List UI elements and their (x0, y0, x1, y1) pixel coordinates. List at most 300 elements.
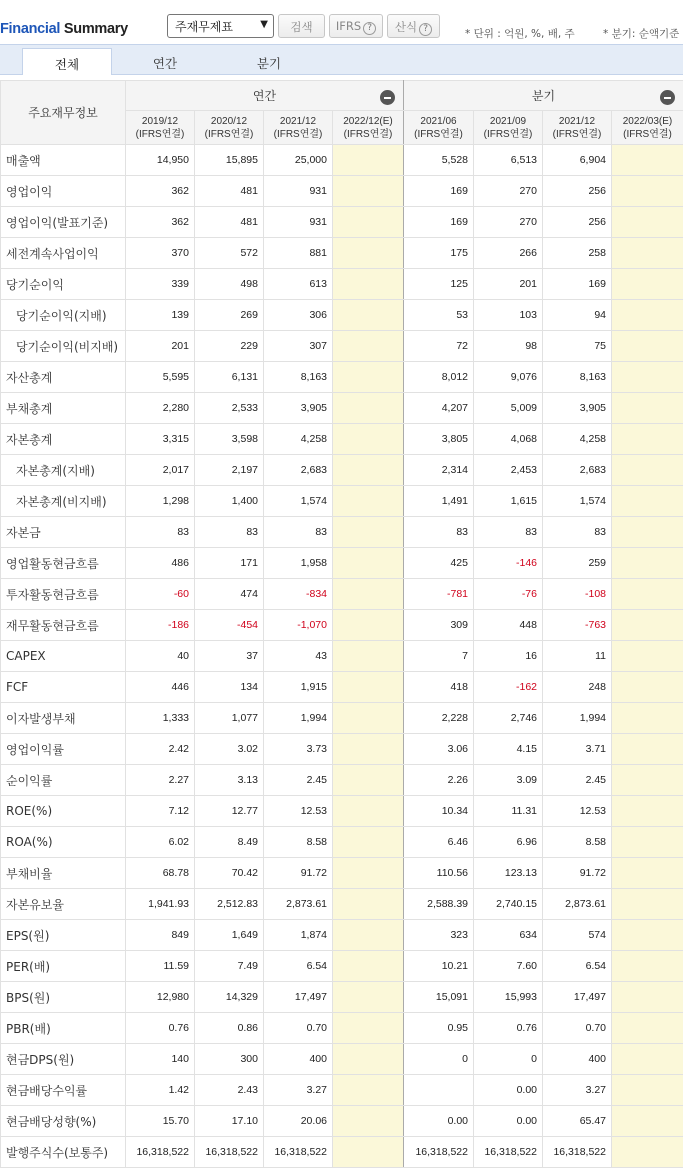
table-row (1, 827, 683, 858)
column-header-label: 주요재무정보 (1, 81, 126, 145)
value-cell (333, 1013, 404, 1044)
value-cell: 2,453 (474, 455, 543, 486)
value-cell (333, 1137, 404, 1168)
value-cell: 307 (264, 331, 333, 362)
value-cell (333, 796, 404, 827)
table-row (1, 393, 683, 424)
row-label: 당기순이익(비지배) (1, 331, 126, 362)
value-cell: 6,131 (195, 362, 264, 393)
value-cell: 68.78 (126, 858, 195, 889)
value-cell: 17,497 (543, 982, 612, 1013)
value-cell: 6,904 (543, 145, 612, 176)
value-cell: 8.58 (264, 827, 333, 858)
value-cell (612, 641, 683, 672)
value-cell: 17.10 (195, 1106, 264, 1137)
value-cell: 3,315 (126, 424, 195, 455)
row-label: 자본유보율 (1, 889, 126, 920)
value-cell: 481 (195, 176, 264, 207)
value-cell: 6.46 (404, 827, 474, 858)
value-cell: 4,258 (543, 424, 612, 455)
value-cell: 2,588.39 (404, 889, 474, 920)
value-cell: 0.70 (264, 1013, 333, 1044)
value-cell: -834 (264, 579, 333, 610)
table-row (1, 1044, 683, 1075)
tab-quarter[interactable]: 분기 (256, 56, 282, 71)
value-cell: -76 (474, 579, 543, 610)
value-cell: 1,491 (404, 486, 474, 517)
table-row (1, 889, 683, 920)
value-cell: 0.86 (195, 1013, 264, 1044)
value-cell: 229 (195, 331, 264, 362)
value-cell: 16 (474, 641, 543, 672)
value-cell: 9,076 (474, 362, 543, 393)
value-cell: 16,318,522 (404, 1137, 474, 1168)
value-cell: 94 (543, 300, 612, 331)
value-cell (333, 145, 404, 176)
value-cell: 3.02 (195, 734, 264, 765)
title-financial: Financial (0, 21, 61, 37)
value-cell: 12.77 (195, 796, 264, 827)
value-cell: 3,805 (404, 424, 474, 455)
question-icon: ? (419, 23, 432, 36)
value-cell: 574 (543, 920, 612, 951)
period-date: 2022/03(E) (622, 115, 673, 127)
table-row (1, 920, 683, 951)
value-cell: 169 (404, 207, 474, 238)
value-cell: 15.70 (126, 1106, 195, 1137)
table-row (1, 238, 683, 269)
period-date: 2022/12(E) (343, 115, 393, 127)
value-cell: 2,280 (126, 393, 195, 424)
value-cell: -454 (195, 610, 264, 641)
value-cell: 3.13 (195, 765, 264, 796)
row-label: 현금배당성향(%) (1, 1106, 126, 1137)
value-cell (333, 982, 404, 1013)
value-cell: 83 (474, 517, 543, 548)
row-label: 영업활동현금흐름 (1, 548, 126, 579)
value-cell: 11 (543, 641, 612, 672)
value-cell: 323 (404, 920, 474, 951)
value-cell: 2,197 (195, 455, 264, 486)
table-row (1, 331, 683, 362)
value-cell (612, 796, 683, 827)
value-cell (612, 1044, 683, 1075)
statement-type-select[interactable] (167, 14, 274, 38)
row-label: 영업이익률 (1, 734, 126, 765)
value-cell: 6.02 (126, 827, 195, 858)
period-date: 2021/09 (489, 115, 527, 127)
tab-all[interactable]: 전체 (22, 48, 112, 75)
tab-annual[interactable]: 연간 (152, 56, 178, 71)
value-cell: 2,017 (126, 455, 195, 486)
row-label: PER(배) (1, 951, 126, 982)
value-cell (612, 548, 683, 579)
value-cell: 1,333 (126, 703, 195, 734)
value-cell (333, 486, 404, 517)
value-cell: 931 (264, 207, 333, 238)
row-label: 현금DPS(원) (1, 1044, 126, 1075)
value-cell: 300 (195, 1044, 264, 1075)
value-cell: 0 (474, 1044, 543, 1075)
value-cell: 2,512.83 (195, 889, 264, 920)
period-basis: (IFRS연결) (552, 128, 602, 140)
row-label: 부채비율 (1, 858, 126, 889)
value-cell: 1,400 (195, 486, 264, 517)
value-cell: 2.45 (264, 765, 333, 796)
value-cell (612, 1075, 683, 1106)
value-cell: 16,318,522 (126, 1137, 195, 1168)
value-cell (612, 517, 683, 548)
value-cell: 103 (474, 300, 543, 331)
table-row (1, 207, 683, 238)
value-cell: 6.54 (264, 951, 333, 982)
value-cell: 8,163 (264, 362, 333, 393)
row-label: BPS(원) (1, 982, 126, 1013)
value-cell: 3,905 (543, 393, 612, 424)
value-cell: 83 (404, 517, 474, 548)
value-cell: 266 (474, 238, 543, 269)
value-cell: -108 (543, 579, 612, 610)
period-header (333, 111, 404, 145)
value-cell: 8.49 (195, 827, 264, 858)
value-cell: 2.26 (404, 765, 474, 796)
value-cell: 12,980 (126, 982, 195, 1013)
table-row (1, 455, 683, 486)
value-cell: 15,091 (404, 982, 474, 1013)
period-header (126, 111, 195, 145)
value-cell (612, 1013, 683, 1044)
value-cell (333, 734, 404, 765)
value-cell: 270 (474, 207, 543, 238)
table-row (1, 486, 683, 517)
row-label: ROE(%) (1, 796, 126, 827)
value-cell: 2,873.61 (264, 889, 333, 920)
table-row (1, 982, 683, 1013)
value-cell: 270 (474, 176, 543, 207)
value-cell: 0 (404, 1044, 474, 1075)
period-header (404, 111, 474, 145)
value-cell: 91.72 (543, 858, 612, 889)
row-label: 세전계속사업이익 (1, 238, 126, 269)
value-cell (333, 393, 404, 424)
value-cell: 2.43 (195, 1075, 264, 1106)
value-cell: 448 (474, 610, 543, 641)
value-cell: 2,314 (404, 455, 474, 486)
value-cell (333, 362, 404, 393)
value-cell: 881 (264, 238, 333, 269)
value-cell (333, 176, 404, 207)
value-cell: 2,228 (404, 703, 474, 734)
row-label: 매출액 (1, 145, 126, 176)
table-row (1, 1075, 683, 1106)
row-label: 자본총계 (1, 424, 126, 455)
table-row (1, 269, 683, 300)
row-label: CAPEX (1, 641, 126, 672)
value-cell: 4,207 (404, 393, 474, 424)
period-date: 2020/12 (210, 115, 248, 127)
row-label: FCF (1, 672, 126, 703)
value-cell: 16,318,522 (474, 1137, 543, 1168)
value-cell: 613 (264, 269, 333, 300)
unit-note: * 단위 : 억원, %, 배, 주 (465, 28, 575, 40)
table-row (1, 1013, 683, 1044)
value-cell: 3.71 (543, 734, 612, 765)
value-cell (333, 889, 404, 920)
value-cell (333, 610, 404, 641)
value-cell (612, 827, 683, 858)
value-cell: 8,163 (543, 362, 612, 393)
value-cell: 474 (195, 579, 264, 610)
value-cell: 72 (404, 331, 474, 362)
value-cell (612, 238, 683, 269)
value-cell: 8.58 (543, 827, 612, 858)
value-cell: 6.54 (543, 951, 612, 982)
value-cell (333, 827, 404, 858)
value-cell: 0.76 (474, 1013, 543, 1044)
row-label: 영업이익(발표기준) (1, 207, 126, 238)
value-cell (333, 579, 404, 610)
table-row (1, 145, 683, 176)
value-cell: 370 (126, 238, 195, 269)
value-cell: 5,595 (126, 362, 195, 393)
value-cell: 83 (126, 517, 195, 548)
value-cell: 3,598 (195, 424, 264, 455)
value-cell: 259 (543, 548, 612, 579)
value-cell: 201 (474, 269, 543, 300)
value-cell: 258 (543, 238, 612, 269)
value-cell (333, 455, 404, 486)
value-cell: 0.76 (126, 1013, 195, 1044)
value-cell: 1,574 (264, 486, 333, 517)
value-cell: 175 (404, 238, 474, 269)
value-cell: 339 (126, 269, 195, 300)
value-cell (333, 517, 404, 548)
value-cell: 0.00 (404, 1106, 474, 1137)
value-cell (612, 889, 683, 920)
value-cell: 123.13 (474, 858, 543, 889)
row-label: 영업이익 (1, 176, 126, 207)
period-header (474, 111, 543, 145)
value-cell: -60 (126, 579, 195, 610)
value-cell: 40 (126, 641, 195, 672)
row-label: PBR(배) (1, 1013, 126, 1044)
value-cell: 400 (264, 1044, 333, 1075)
value-cell (612, 734, 683, 765)
value-cell (612, 703, 683, 734)
value-cell: 169 (543, 269, 612, 300)
value-cell: 11.59 (126, 951, 195, 982)
value-cell (333, 1044, 404, 1075)
value-cell: 446 (126, 672, 195, 703)
value-cell: 2.42 (126, 734, 195, 765)
value-cell (333, 951, 404, 982)
period-header (612, 111, 683, 145)
value-cell: 169 (404, 176, 474, 207)
value-cell: 248 (543, 672, 612, 703)
value-cell: 572 (195, 238, 264, 269)
table-row (1, 796, 683, 827)
table-row (1, 424, 683, 455)
period-basis: (IFRS연결) (414, 128, 463, 140)
collapse-annual-icon[interactable] (380, 90, 395, 105)
value-cell: 3,905 (264, 393, 333, 424)
value-cell (612, 455, 683, 486)
value-cell: 849 (126, 920, 195, 951)
value-cell: 91.72 (264, 858, 333, 889)
value-cell (612, 362, 683, 393)
value-cell (612, 610, 683, 641)
value-cell (612, 176, 683, 207)
value-cell: 3.27 (543, 1075, 612, 1106)
table-row (1, 1137, 683, 1168)
period-basis: (IFRS연결) (623, 128, 672, 140)
value-cell (333, 548, 404, 579)
value-cell: 481 (195, 207, 264, 238)
period-date: 2021/06 (420, 115, 457, 127)
value-cell (612, 579, 683, 610)
value-cell: 2,683 (543, 455, 612, 486)
value-cell: 8,012 (404, 362, 474, 393)
value-cell: 309 (404, 610, 474, 641)
value-cell: 634 (474, 920, 543, 951)
value-cell: 362 (126, 207, 195, 238)
value-cell (333, 269, 404, 300)
value-cell: 1,915 (264, 672, 333, 703)
row-label: 재무활동현금흐름 (1, 610, 126, 641)
value-cell (612, 1106, 683, 1137)
value-cell (333, 672, 404, 703)
value-cell (612, 1137, 683, 1168)
value-cell: 201 (126, 331, 195, 362)
value-cell: 486 (126, 548, 195, 579)
value-cell: 20.06 (264, 1106, 333, 1137)
value-cell: 14,950 (126, 145, 195, 176)
row-label: ROA(%) (1, 827, 126, 858)
value-cell: 269 (195, 300, 264, 331)
question-icon: ? (363, 22, 376, 35)
value-cell: 7 (404, 641, 474, 672)
value-cell: 5,009 (474, 393, 543, 424)
value-cell: 7.12 (126, 796, 195, 827)
value-cell: 17,497 (264, 982, 333, 1013)
table-row (1, 703, 683, 734)
value-cell (333, 331, 404, 362)
row-label: 자본금 (1, 517, 126, 548)
financial-summary-table (0, 80, 683, 1168)
value-cell: 53 (404, 300, 474, 331)
value-cell: 110.56 (404, 858, 474, 889)
value-cell: 2.27 (126, 765, 195, 796)
value-cell: 1,958 (264, 548, 333, 579)
value-cell: 37 (195, 641, 264, 672)
period-header (264, 111, 333, 145)
formula-button-label: 산식 (394, 20, 418, 34)
quarter-group-header (404, 81, 683, 111)
row-label: 자본총계(비지배) (1, 486, 126, 517)
value-cell (333, 207, 404, 238)
value-cell: 1,298 (126, 486, 195, 517)
value-cell: -162 (474, 672, 543, 703)
row-label: 자본총계(지배) (1, 455, 126, 486)
value-cell: 75 (543, 331, 612, 362)
value-cell: 11.31 (474, 796, 543, 827)
value-cell: 4.15 (474, 734, 543, 765)
value-cell: 2,873.61 (543, 889, 612, 920)
value-cell: 15,993 (474, 982, 543, 1013)
value-cell: 15,895 (195, 145, 264, 176)
value-cell: 0.00 (474, 1075, 543, 1106)
row-label: 당기순이익 (1, 269, 126, 300)
table-row (1, 300, 683, 331)
search-button[interactable] (278, 14, 325, 38)
value-cell (612, 982, 683, 1013)
formula-help-button[interactable] (387, 14, 440, 38)
value-cell: 425 (404, 548, 474, 579)
value-cell: 25,000 (264, 145, 333, 176)
value-cell: 256 (543, 207, 612, 238)
value-cell: -763 (543, 610, 612, 641)
period-date: 2021/12 (279, 115, 317, 127)
quarter-group-label: 분기 (531, 89, 556, 103)
value-cell: 7.49 (195, 951, 264, 982)
value-cell: 2,683 (264, 455, 333, 486)
row-label: EPS(원) (1, 920, 126, 951)
value-cell: 400 (543, 1044, 612, 1075)
table-row (1, 858, 683, 889)
value-cell: 1,574 (543, 486, 612, 517)
table-row (1, 1106, 683, 1137)
value-cell (612, 920, 683, 951)
value-cell: 0.70 (543, 1013, 612, 1044)
table-row (1, 951, 683, 982)
period-basis: (IFRS연결) (135, 128, 185, 140)
value-cell (612, 672, 683, 703)
value-cell (333, 300, 404, 331)
value-cell: 3.27 (264, 1075, 333, 1106)
value-cell: 0.00 (474, 1106, 543, 1137)
value-cell: 931 (264, 176, 333, 207)
period-basis: (IFRS연결) (343, 128, 393, 140)
ifrs-help-button[interactable] (329, 14, 383, 38)
value-cell: 83 (543, 517, 612, 548)
value-cell: 1,649 (195, 920, 264, 951)
value-cell (612, 951, 683, 982)
row-label: 현금배당수익률 (1, 1075, 126, 1106)
value-cell: 16,318,522 (195, 1137, 264, 1168)
value-cell: 7.60 (474, 951, 543, 982)
value-cell: 498 (195, 269, 264, 300)
value-cell: 125 (404, 269, 474, 300)
period-header (543, 111, 612, 145)
value-cell: 2,740.15 (474, 889, 543, 920)
ifrs-button-label: IFRS (335, 19, 362, 33)
value-cell: 4,068 (474, 424, 543, 455)
value-cell: 171 (195, 548, 264, 579)
value-cell: 362 (126, 176, 195, 207)
value-cell (333, 1106, 404, 1137)
value-cell: 139 (126, 300, 195, 331)
table-row (1, 610, 683, 641)
value-cell (612, 765, 683, 796)
value-cell: 1,994 (264, 703, 333, 734)
row-label: 자산총계 (1, 362, 126, 393)
value-cell: 83 (264, 517, 333, 548)
summary-toolbar (0, 0, 683, 44)
value-cell: 12.53 (264, 796, 333, 827)
chevron-down-icon: ▼ (260, 19, 268, 30)
collapse-quarter-icon[interactable] (660, 90, 675, 105)
table-row (1, 672, 683, 703)
